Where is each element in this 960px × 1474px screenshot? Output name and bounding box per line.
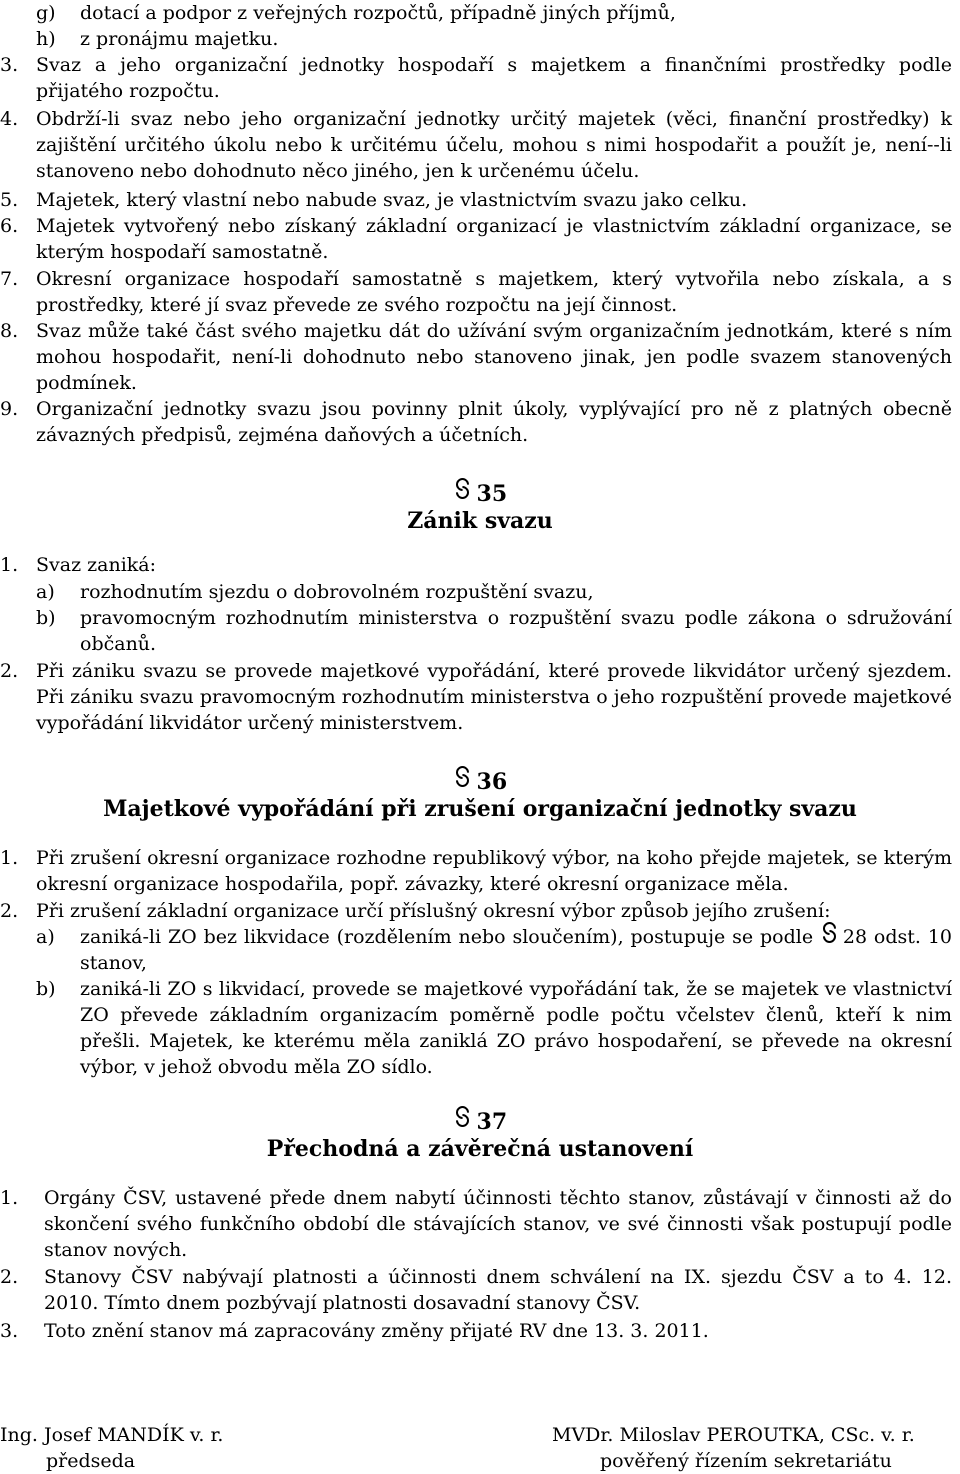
sub-item-marker: b) [36,607,56,629]
sub-item-text: pravomocným rozhodnutím ministerstva o rozpuštění svazu podle zákona o sdružování občanů. [80,607,952,655]
section-title: Majetkové vypořádání při zrušení organizační jednotky svazu [103,796,857,822]
section-number: 35 [0,480,960,508]
list-item [0,552,952,578]
list-item [0,213,952,265]
list-item [0,266,952,318]
item-text: Orgány ČSV, ustavené přede dnem nabytí účinnosti těchto stanov, zůstávají v činnosti až do skončení svého funkčního období dle stávajících stanov, ve své činnosti však postupují podle stanov nových. [44,1187,952,1261]
list-item [36,26,952,52]
item-marker: g) [36,2,56,24]
item-number: 2. [0,660,19,682]
sub-item-text: rozhodnutím sjezdu o dobrovolném rozpuštění svazu, [80,581,594,603]
item-text: Při zániku svazu se provede majetkové vypořádání, které provede likvidátor určený sjezdem. Při zániku svazu pravomocným rozhodnutím ministerstva o jeho rozpuštění provede majetkové vypořádání likvidátor určený ministerstvem. [36,660,952,734]
item-number: 6. [0,215,19,237]
item-text: Majetek, který vlastní nebo nabude svaz, je vlastnictvím svazu jako celku. [36,189,748,211]
item-marker: h) [36,28,56,50]
item-text: Při zrušení okresní organizace rozhodne republikový výbor, na koho přejde majetek, se kterým okresní organizace hospodařila, popř. závazky, které okresní organizace měla. [36,847,952,895]
section-title: Zánik svazu [407,508,553,534]
item-number: 5. [0,189,19,211]
signature-right-role: pověřený řízením sekretariátu [600,1450,892,1472]
item-number: 2. [0,900,19,922]
item-text: Majetek vytvořený nebo získaný základní organizací je vlastnictvím základní organizace, se kterým hospodaří samostatně. [36,215,952,263]
item-number: 1. [0,1187,19,1209]
item-text: Svaz a jeho organizační jednotky hospodaří s majetkem a finančními prostředky podle přijatého rozpočtu. [36,54,952,102]
list-item [0,52,952,104]
section-sign-icon [453,1108,469,1136]
item-number: 1. [0,554,19,576]
signature-left-role: předseda [46,1450,136,1472]
item-text: Obdrží-li svaz nebo jeho organizační jednotky určitý majetek (věci, finanční prostředky) k zajištění určitého úkolu nebo k určitému účelu, mohou s nimi hospodařit a použít je, není--li stanoveno nebo dohodnuto něco jiného, jen k určenému účelu. [36,108,952,182]
sub-item [36,924,952,976]
item-text: Stanovy ČSV nabývají platnosti a účinnosti dnem schválení na IX. sjezdu ČSV a to 4. 12. 2010. Tímto dnem pozbývají platnosti dosavadní stanovy ČSV. [44,1266,952,1314]
list-item [0,106,952,184]
item-number: 1. [0,847,19,869]
item-text: Organizační jednotky svazu jsou povinny plnit úkoly, vyplývající pro ně z platných obecně závazných předpisů, zejména daňových a účetních. [36,398,952,446]
list-item [0,1185,952,1263]
list-item [0,1264,952,1316]
list-item [0,658,952,736]
item-text: Okresní organizace hospodaří samostatně s majetkem, který vytvořila nebo získala, a s prostředky, které jí svaz převede ze svého rozpočtu na její činnost. [36,268,952,316]
item-text: Svaz zaniká: [36,554,157,576]
item-text: Svaz může také část svého majetku dát do užívání svým organizačním jednotkám, které s ním mohou hospodařit, není-li dohodnuto nebo stanoveno jinak, jen podle svazem stanovených podmínek. [36,320,952,394]
sub-item-marker: a) [36,581,55,603]
section-sign-icon [453,768,469,796]
item-text: z pronájmu majetku. [80,28,279,50]
list-item [0,898,952,924]
item-number: 8. [0,320,19,342]
signature-left-name: Ing. Josef MANDÍK v. r. [0,1424,224,1446]
item-number: 3. [0,1320,19,1342]
item-text: Toto znění stanov má zapracovány změny přijaté RV dne 13. 3. 2011. [44,1320,709,1342]
sub-item-text: zaniká-li ZO bez likvidace (rozdělením nebo sloučením), postupuje se podle 28 odst. 10 stanov, [80,926,953,974]
sub-item [36,976,952,1080]
list-item [0,845,952,897]
item-number: 2. [0,1266,19,1288]
item-number: 4. [0,108,19,130]
item-number: 9. [0,398,19,420]
item-text: dotací a podpor z veřejných rozpočtů, případně jiných příjmů, [80,2,676,24]
list-item [0,187,952,213]
sub-item [36,605,952,657]
signature-right-name: MVDr. Miloslav PEROUTKA, CSc. v. r. [552,1424,915,1446]
section-sign-icon [820,924,836,950]
item-number: 3. [0,54,19,76]
item-number: 7. [0,268,19,290]
list-item [0,318,952,396]
list-item [0,1318,952,1344]
sub-item-marker: a) [36,926,55,948]
list-item [36,0,952,26]
section-title: Přechodná a závěrečná ustanovení [266,1136,694,1162]
sub-item-marker: b) [36,978,56,1000]
sub-item-text: zaniká-li ZO s likvidací, provede se majetkové vypořádání tak, že se majetek ve vlastnictví ZO převede základním organizacím poměrně podle počtu včelstev členů, kteří k nim přešli. Majetek, ke kterému měla zaniklá ZO právo hospodaření, se převede na okresní výbor, v jehož obvodu měla ZO sídlo. [80,978,952,1078]
sub-item [36,579,952,605]
section-sign-icon [453,480,469,508]
list-item [0,396,952,448]
section-number: 36 [0,768,960,796]
item-text: Při zrušení základní organizace určí příslušný okresní výbor způsob jejího zrušení: [36,900,831,922]
section-number: 37 [0,1108,960,1136]
